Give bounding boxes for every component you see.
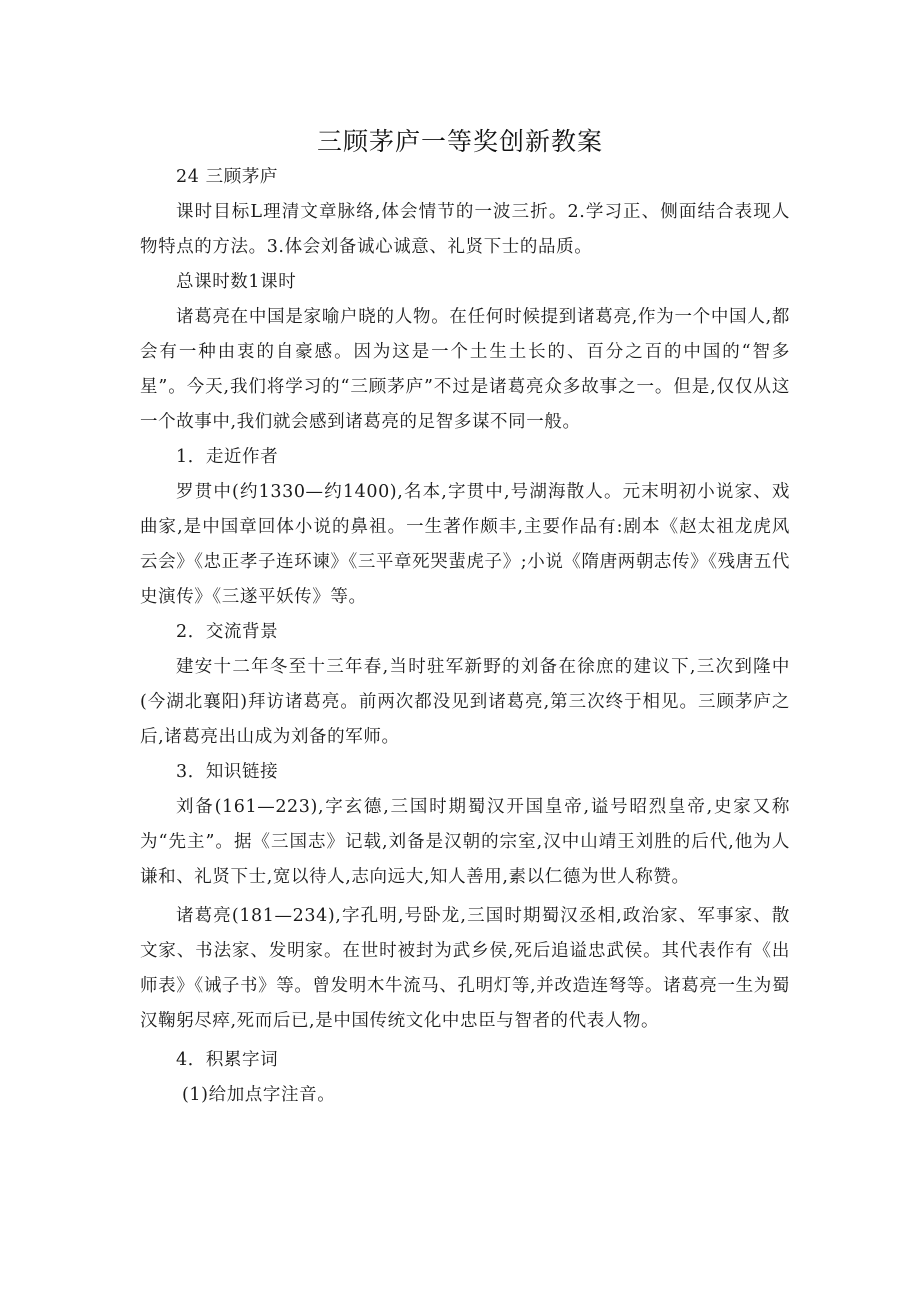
- section-heading-author: 1．走近作者: [176, 447, 279, 467]
- section-heading-background: 2．交流背景: [176, 622, 279, 642]
- section-heading-knowledge: 3．知识链接: [176, 762, 279, 782]
- author-paragraph: 罗贯中(约1330—约1400),名本,字贯中,号湖海散人。元末明初小说家、戏曲家,是中国章回体小说的鼻祖。一生著作颇丰,主要作品有:剧本《赵太祖龙虎风云会》《忠正孝子连环谏》《三平章死哭蜚虎子》;小说《隋唐两朝志传》《残唐五代史演传》《三遂平妖传》等。: [140, 482, 790, 607]
- document-body: [140, 160, 790, 1113]
- lesson-hours: 总课时数1课时: [176, 272, 297, 292]
- liubei-paragraph: 刘备(161—223),字玄德,三国时期蜀汉开国皇帝,谥号昭烈皇帝,史家又称为“先主”。据《三国志》记载,刘备是汉朝的宗室,汉中山靖王刘胜的后代,他为人谦和、礼贤下士,宽以待人,志向远大,知人善用,素以仁德为世人称赞。: [140, 797, 790, 887]
- zhugeliang-paragraph: 诸葛亮(181—234),字孔明,号卧龙,三国时期蜀汉丞相,政治家、军事家、散文家、书法家、发明家。在世时被封为武乡侯,死后追谥忠武侯。其代表作有《出师表》《诫子书》等。曾发明木牛流马、孔明灯等,并改造连弩等。诸葛亮一生为蜀汉鞠躬尽瘁,死而后已,是中国传统文化中忠臣与智者的代表人物。: [140, 906, 790, 1031]
- lesson-objectives: 课时目标L理清文章脉络,体会情节的一波三折。2.学习正、侧面结合表现人物特点的方法。3.体会刘备诚心诚意、礼贤下士的品质。: [140, 202, 790, 257]
- section-heading-vocabulary: 4．积累字词: [176, 1050, 279, 1070]
- document-title: 三顾茅庐一等奖创新教案: [316, 127, 603, 156]
- intro-paragraph: 诸葛亮在中国是家喻户晓的人物。在任何时候提到诸葛亮,作为一个中国人,都会有一种由衷的自豪感。因为这是一个土生土长的、百分之百的中国的“智多星”。今天,我们将学习的“三顾茅庐”不过是诸葛亮众多故事之一。但是,仅仅从这一个故事中,我们就会感到诸葛亮的足智多谋不同一般。: [140, 307, 790, 432]
- background-paragraph: 建安十二年冬至十三年春,当时驻军新野的刘备在徐庶的建议下,三次到隆中(今湖北襄阳)拜访诸葛亮。前两次都没见到诸葛亮,第三次终于相见。三顾茅庐之后,诸葛亮出山成为刘备的军师。: [140, 657, 790, 747]
- vocabulary-item-1: (1)给加点字注音。: [182, 1085, 336, 1105]
- lesson-heading: 24 三顾茅庐: [176, 167, 279, 187]
